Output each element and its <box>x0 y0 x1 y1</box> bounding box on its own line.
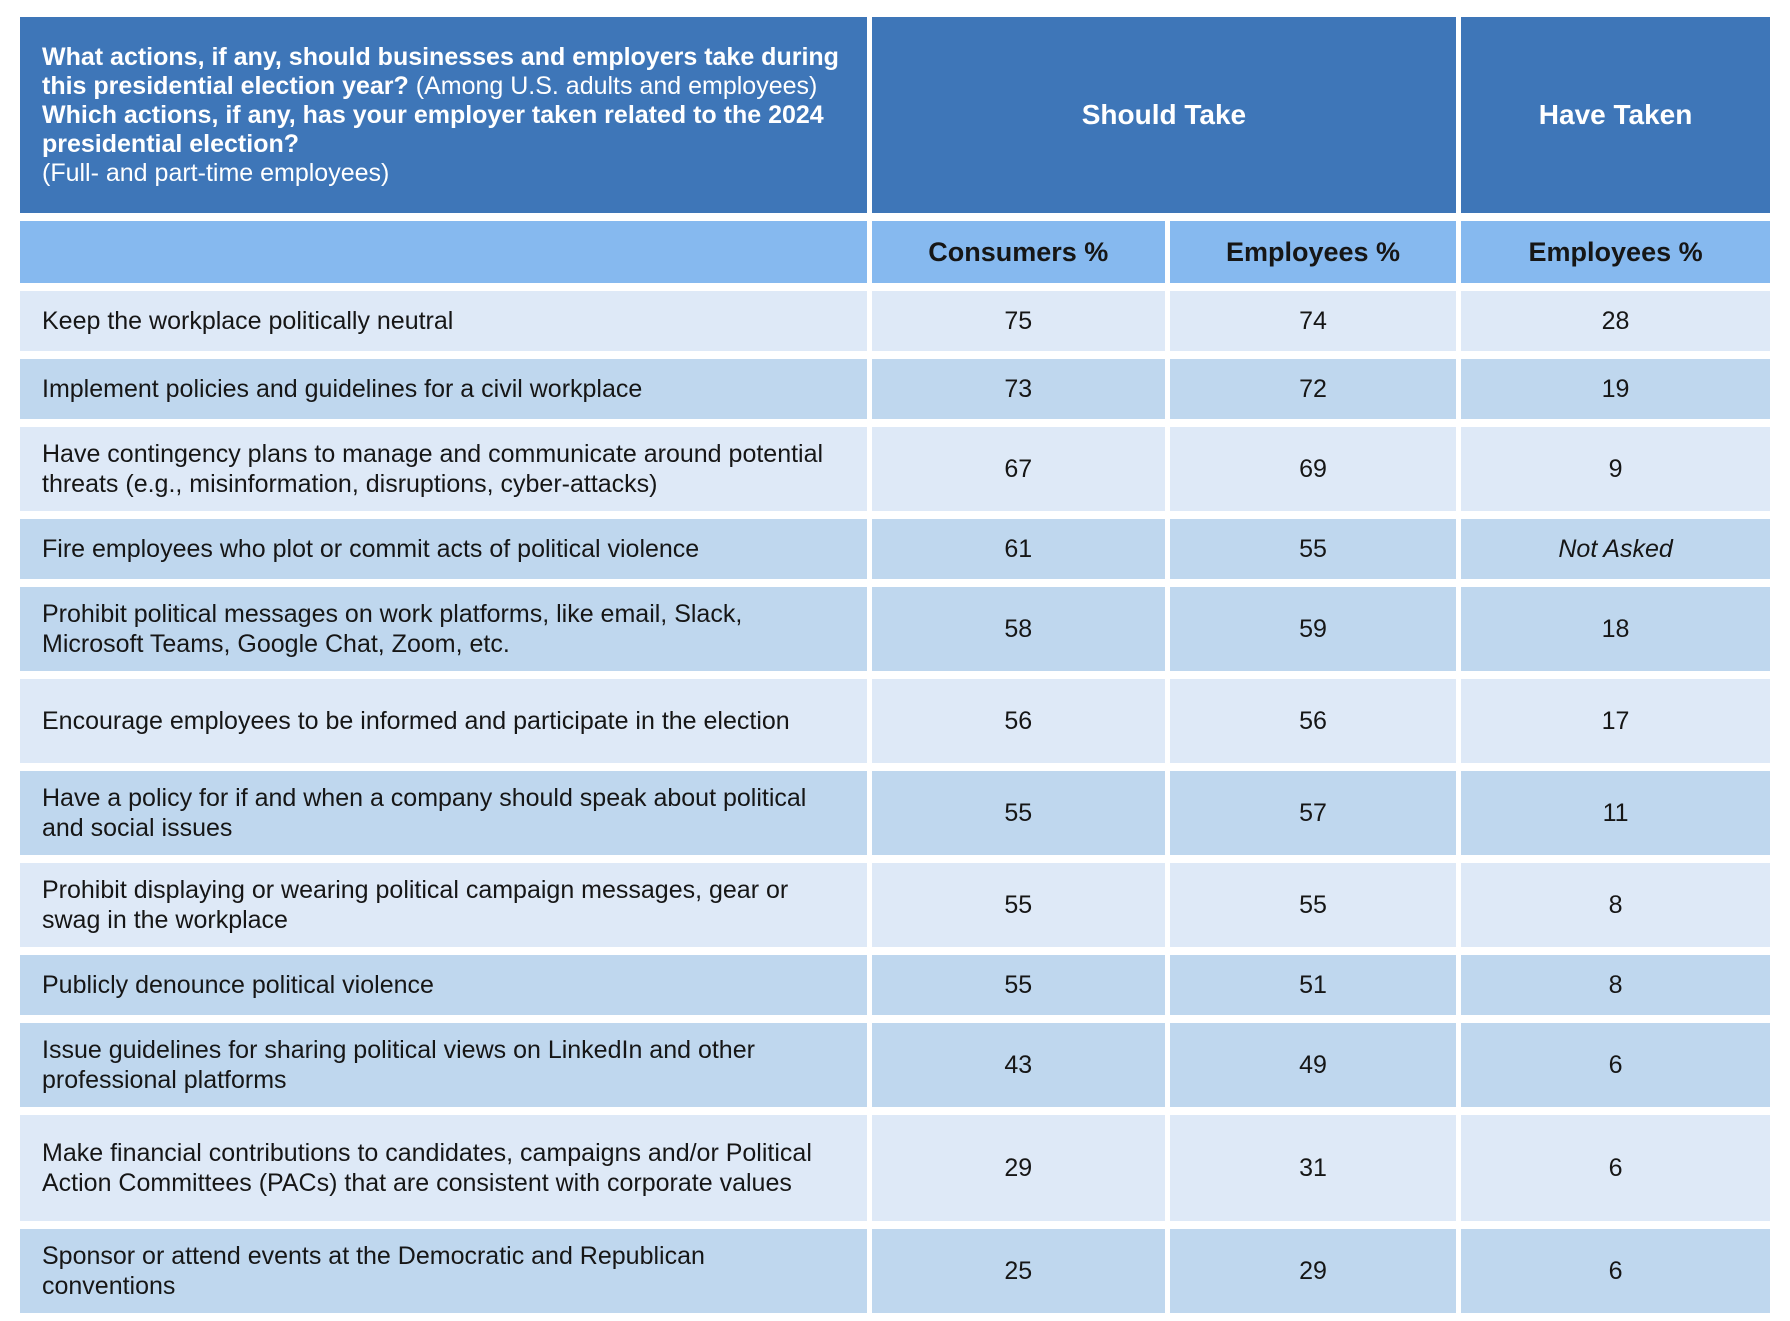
row-label: Publicly denounce political violence <box>20 955 867 1015</box>
column-header-consumers-percent: Consumers % <box>872 221 1165 283</box>
table-row <box>20 1023 1770 1107</box>
employees-should-value: 74 <box>1170 291 1456 351</box>
table-row <box>20 291 1770 351</box>
consumers-value: 55 <box>872 771 1165 855</box>
table-subheader-row <box>20 221 1770 283</box>
row-label: Prohibit political messages on work platforms, like email, Slack, Microsoft Teams, Google Chat, Zoom, etc. <box>20 587 867 671</box>
employees-taken-value: 17 <box>1461 679 1770 763</box>
column-group-should-take: Should Take <box>872 17 1456 213</box>
consumers-value: 58 <box>872 587 1165 671</box>
employees-should-value: 29 <box>1170 1229 1456 1313</box>
employees-should-value: 51 <box>1170 955 1456 1015</box>
question-2-note: (Full- and part-time employees) <box>42 158 390 187</box>
consumers-value: 75 <box>872 291 1165 351</box>
employees-should-value: 56 <box>1170 679 1456 763</box>
table-row <box>20 1115 1770 1221</box>
row-label: Issue guidelines for sharing political views on LinkedIn and other professional platforms <box>20 1023 867 1107</box>
employees-should-value: 57 <box>1170 771 1456 855</box>
employees-should-value: 59 <box>1170 587 1456 671</box>
employees-should-value: 55 <box>1170 863 1456 947</box>
column-header-employees-should-percent: Employees % <box>1170 221 1456 283</box>
employees-taken-value: 8 <box>1461 955 1770 1015</box>
employees-should-value: 49 <box>1170 1023 1456 1107</box>
consumers-value: 56 <box>872 679 1165 763</box>
employees-taken-value: 6 <box>1461 1115 1770 1221</box>
table-row <box>20 359 1770 419</box>
table-row <box>20 679 1770 763</box>
consumers-value: 73 <box>872 359 1165 419</box>
employees-taken-value: 28 <box>1461 291 1770 351</box>
table-row <box>20 519 1770 579</box>
table-row <box>20 771 1770 855</box>
row-label: Prohibit displaying or wearing political campaign messages, gear or swag in the workplace <box>20 863 867 947</box>
table-title-question <box>20 17 867 213</box>
row-label: Have a policy for if and when a company should speak about political and social issues <box>20 771 867 855</box>
table-header-row <box>20 17 1770 213</box>
employees-taken-value: 18 <box>1461 587 1770 671</box>
question-2-text: Which actions, if any, has your employer taken related to the 2024 presidential election? <box>42 100 824 158</box>
employees-should-value: 55 <box>1170 519 1456 579</box>
employees-taken-value: 6 <box>1461 1023 1770 1107</box>
consumers-value: 43 <box>872 1023 1165 1107</box>
employees-taken-value: 8 <box>1461 863 1770 947</box>
row-label: Make financial contributions to candidates, campaigns and/or Political Action Committees (PACs) that are consistent with corporate values <box>20 1115 867 1221</box>
question-1-note: (Among U.S. adults and employees) <box>408 71 818 100</box>
row-label: Fire employees who plot or commit acts of political violence <box>20 519 867 579</box>
table-row <box>20 427 1770 511</box>
column-group-have-taken: Have Taken <box>1461 17 1770 213</box>
row-label: Have contingency plans to manage and communicate around potential threats (e.g., misinformation, disruptions, cyber-attacks) <box>20 427 867 511</box>
consumers-value: 25 <box>872 1229 1165 1313</box>
employees-taken-value-not-asked: Not Asked <box>1461 519 1770 579</box>
row-label: Encourage employees to be informed and participate in the election <box>20 679 867 763</box>
column-header-employees-taken-percent: Employees % <box>1461 221 1770 283</box>
employees-taken-value: 11 <box>1461 771 1770 855</box>
row-label: Sponsor or attend events at the Democratic and Republican conventions <box>20 1229 867 1313</box>
employees-should-value: 31 <box>1170 1115 1456 1221</box>
consumers-value: 29 <box>872 1115 1165 1221</box>
consumers-value: 67 <box>872 427 1165 511</box>
table-row <box>20 1229 1770 1313</box>
row-label: Keep the workplace politically neutral <box>20 291 867 351</box>
employees-taken-value: 6 <box>1461 1229 1770 1313</box>
consumers-value: 55 <box>872 863 1165 947</box>
survey-table <box>15 9 1775 1321</box>
employees-taken-value: 19 <box>1461 359 1770 419</box>
employees-should-value: 72 <box>1170 359 1456 419</box>
employees-taken-value: 9 <box>1461 427 1770 511</box>
employees-should-value: 69 <box>1170 427 1456 511</box>
consumers-value: 61 <box>872 519 1165 579</box>
row-label: Implement policies and guidelines for a civil workplace <box>20 359 867 419</box>
question-1-text: What actions, if any, should businesses and employers take during this presidential election year? <box>42 42 839 100</box>
table-row <box>20 863 1770 947</box>
table-row <box>20 955 1770 1015</box>
table-row <box>20 587 1770 671</box>
subheader-empty-cell <box>20 221 867 283</box>
consumers-value: 55 <box>872 955 1165 1015</box>
